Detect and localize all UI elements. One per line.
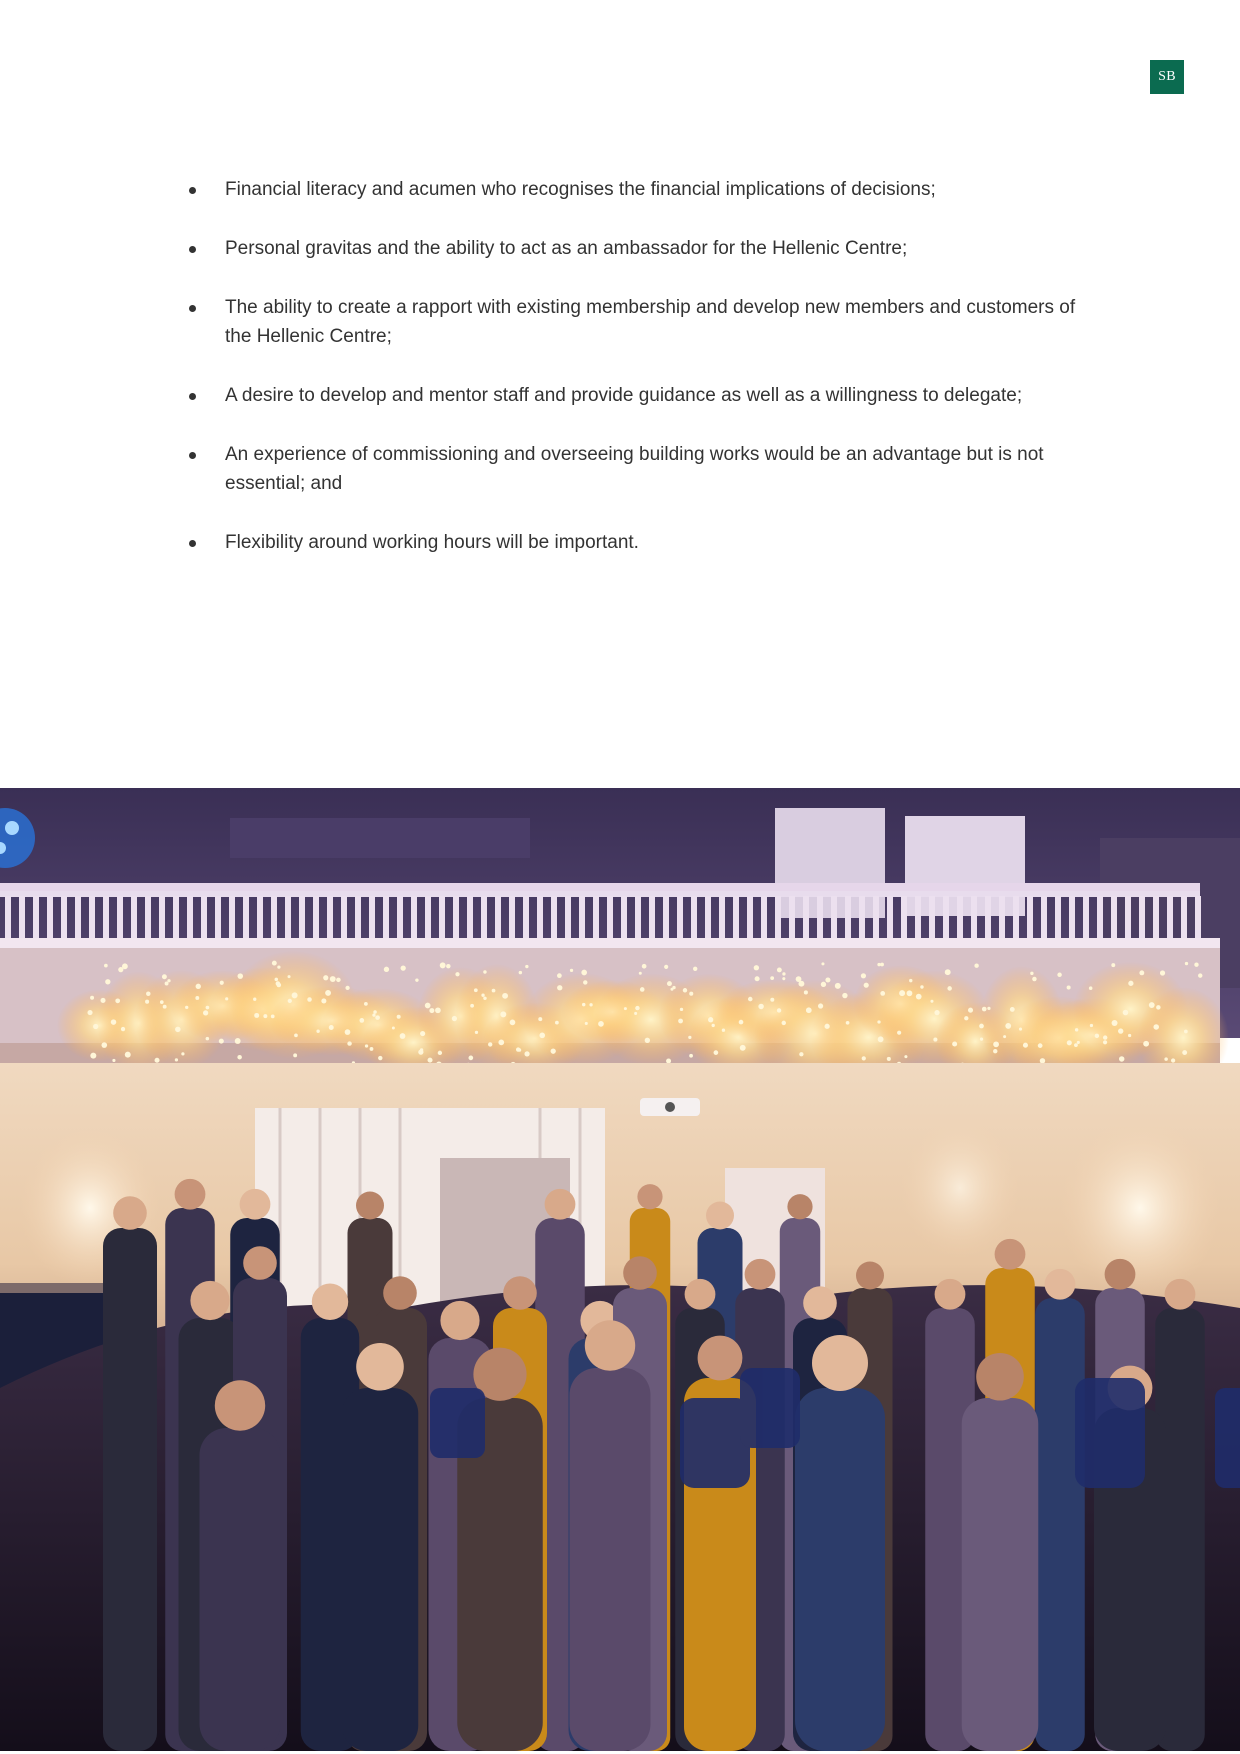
bullet-icon bbox=[189, 305, 196, 312]
list-item-text: The ability to create a rapport with existing membership and develop new members and customers of the Hellenic Centre; bbox=[225, 297, 1076, 347]
list-item bbox=[186, 175, 1086, 204]
bullet-icon bbox=[189, 246, 196, 253]
bullet-icon bbox=[189, 452, 196, 459]
logo-badge: SB bbox=[1150, 60, 1184, 94]
bullet-icon bbox=[189, 393, 196, 400]
list-item-text: Flexibility around working hours will be important. bbox=[225, 532, 639, 553]
list-item bbox=[186, 293, 1086, 351]
list-item-text: Personal gravitas and the ability to act as an ambassador for the Hellenic Centre; bbox=[225, 238, 908, 259]
requirements-list bbox=[186, 175, 1086, 587]
list-item bbox=[186, 440, 1086, 498]
list-item bbox=[186, 234, 1086, 263]
bullet-icon bbox=[189, 187, 196, 194]
event-audience-photo-icon bbox=[0, 788, 1240, 1751]
bullet-icon bbox=[189, 540, 196, 547]
list-item bbox=[186, 528, 1086, 557]
list-item-text: A desire to develop and mentor staff and provide guidance as well as a willingness to delegate; bbox=[225, 385, 1023, 406]
list-item-text: Financial literacy and acumen who recognises the financial implications of decisions; bbox=[225, 179, 936, 200]
event-photo bbox=[0, 788, 1240, 1751]
list-item-text: An experience of commissioning and overseeing building works would be an advantage but is not essential; and bbox=[225, 444, 1044, 494]
list-item bbox=[186, 381, 1086, 410]
